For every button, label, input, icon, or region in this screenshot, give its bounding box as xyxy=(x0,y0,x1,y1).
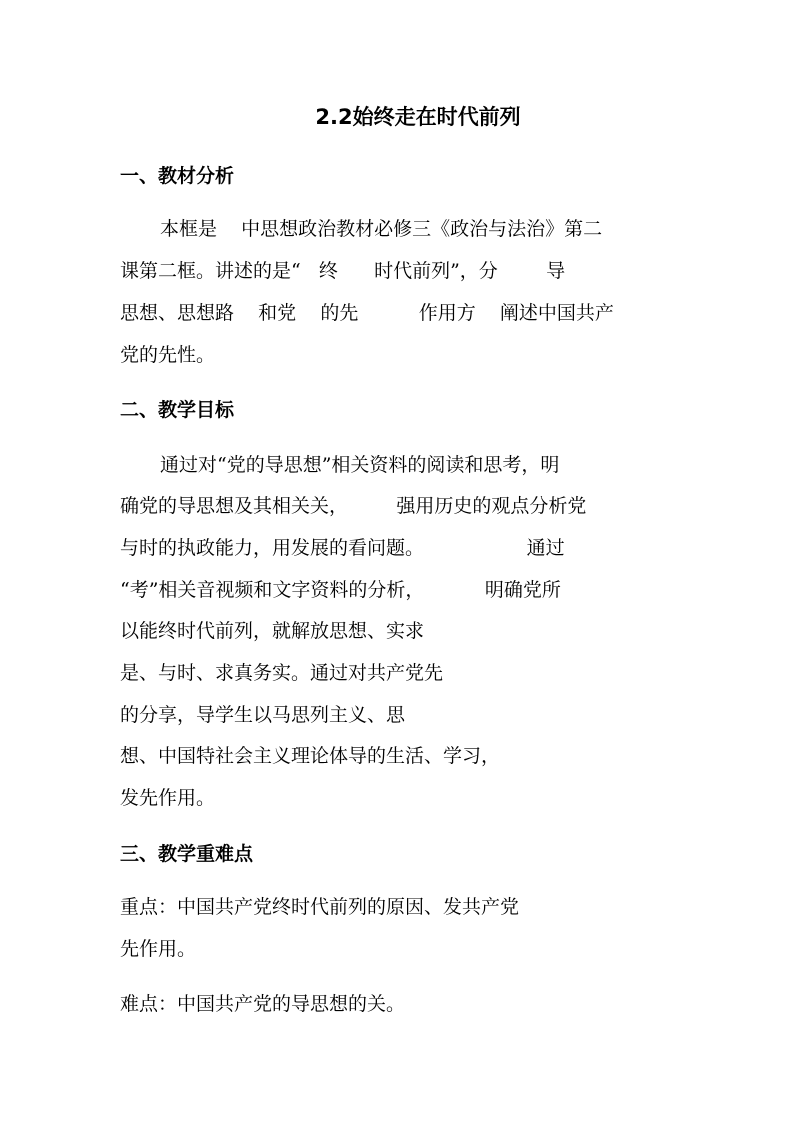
section-heading-textbook-analysis: 一、教材分析 xyxy=(120,165,235,187)
paragraph-line: 思想、思想路 和党 的先 作用方 阐述中国共产 xyxy=(120,302,614,324)
key-point-line: 重点：中国共产党终时代前列的原因、发共产党 xyxy=(120,896,520,918)
paragraph-line: “考”相关音视频和文字资料的分析， 明确党所 xyxy=(120,579,561,601)
paragraph-line: 本框是 中思想政治教材必修三《政治与法治》第二 xyxy=(160,218,603,240)
difficult-point-line: 难点：中国共产党的导思想的关。 xyxy=(120,993,406,1015)
paragraph-line: 以能终时代前列，就解放思想、实求 xyxy=(120,620,425,642)
section-heading-key-difficult-points: 三、教学重难点 xyxy=(120,843,254,865)
paragraph-line: 是、与时、求真务实。通过对共产党先 xyxy=(120,662,444,684)
paragraph-line: 发先作用。 xyxy=(120,787,216,809)
paragraph-line: 确党的导思想及其相关关， 强用历史的观点分析党 xyxy=(120,495,587,517)
paragraph-line: 党的先性。 xyxy=(120,344,216,366)
paragraph-line: 通过对“党的导思想”相关资料的阅读和思考，明 xyxy=(160,454,560,476)
paragraph-line: 课第二框。讲述的是“ 终 时代前列”，分 导 xyxy=(120,260,566,282)
paragraph-line: 的分享，导学生以马思列主义、思 xyxy=(120,704,406,726)
key-point-line: 先作用。 xyxy=(120,938,197,960)
document-title: 2.2始终走在时代前列 xyxy=(315,105,521,129)
paragraph-line: 与时的执政能力，用发展的看问题。 通过 xyxy=(120,537,565,559)
paragraph-line: 想、中国特社会主义理论体导的生活、学习， xyxy=(120,745,501,767)
section-heading-teaching-goals: 二、教学目标 xyxy=(120,399,235,421)
